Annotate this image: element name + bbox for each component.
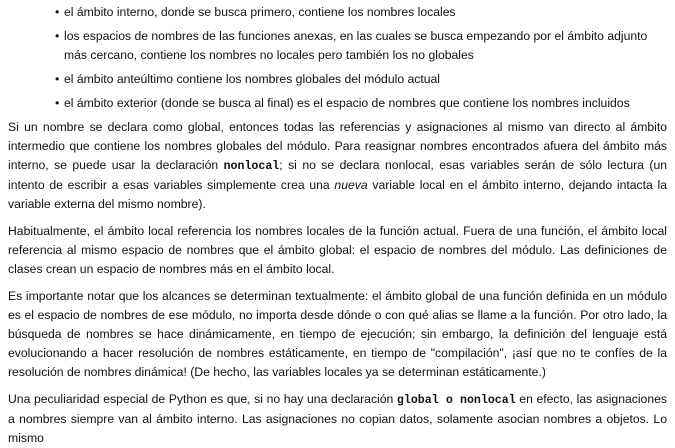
text-run: ; si no se declara nonlocal, esas variables serán de sólo lectura (un intento de escribir a esas variables simplemente crea una xyxy=(8,158,667,192)
scope-list xyxy=(8,3,667,113)
code-separator: o xyxy=(438,394,460,407)
code-nonlocal: nonlocal xyxy=(460,394,516,407)
list-item: • el ámbito interno, donde se busca primero, contiene los nombres locales xyxy=(56,3,667,22)
text-run: Una peculiaridad especial de Python es que, si no hay una declaración xyxy=(8,392,397,406)
list-item: • el ámbito exterior (donde se busca al final) es el espacio de nombres que contiene los nombres incluidos xyxy=(56,94,667,113)
list-item: • el ámbito anteúltimo contiene los nombres globales del módulo actual xyxy=(56,70,667,89)
text-run: variable local en el ámbito interno, dejando intacta la variable externa del mismo nombre). xyxy=(8,178,667,211)
text-run: en efecto, las asignaciones a nombres siempre van al ámbito interno. Las asignaciones no copian datos, solamente asocian nombres a objetos. Lo mismo xyxy=(8,392,667,445)
code-nonlocal: nonlocal xyxy=(223,160,280,173)
emphasis-nueva: nueva xyxy=(334,178,368,192)
paragraph-python-quirk xyxy=(8,390,667,448)
list-item: • los espacios de nombres de las funciones anexas, en las cuales se busca empezando por el ámbito adjunto más cercano, contiene los nombres no locales pero también los no globales xyxy=(56,27,667,65)
paragraph-global-nonlocal xyxy=(8,118,667,214)
code-global: global xyxy=(396,394,439,407)
text-run: Si un nombre se declara como global, entonces todas las referencias y asignaciones al mismo van directo al ámbito intermedio que contiene los nombres globales del módulo. Para reasignar nombres encontrados afuera del ámbito más interno, se puede usar la declaración xyxy=(8,120,667,172)
paragraph-textual-scopes: Es importante notar que los alcances se determinan textualmente: el ámbito global de una función definida en un módulo es el espacio de nombres de ese módulo, no importa desde dónde o con qué alias se llame a la función. Por otro lado, la búsqueda de nombres se hace dinámicamente, en tiempo de ejecución; sin embargo, la definición del lenguaje está evolucionando a hacer resolución de nombres estáticamente, en tiempo de "compilación", ¡así que no te confíes de la resolución de nombres dinámica! (De hecho, las variables locales ya se determinan estáticamente.) xyxy=(8,289,667,379)
paragraph-local-scope: Habitualmente, el ámbito local referencia los nombres locales de la función actual. Fuera de una función, el ámbito local referencia al mismo espacio de nombres que el ámbito global: el espacio de nombres del módulo. Las definiciones de clases crean un espacio de nombres más en el ámbito local. xyxy=(8,224,667,276)
